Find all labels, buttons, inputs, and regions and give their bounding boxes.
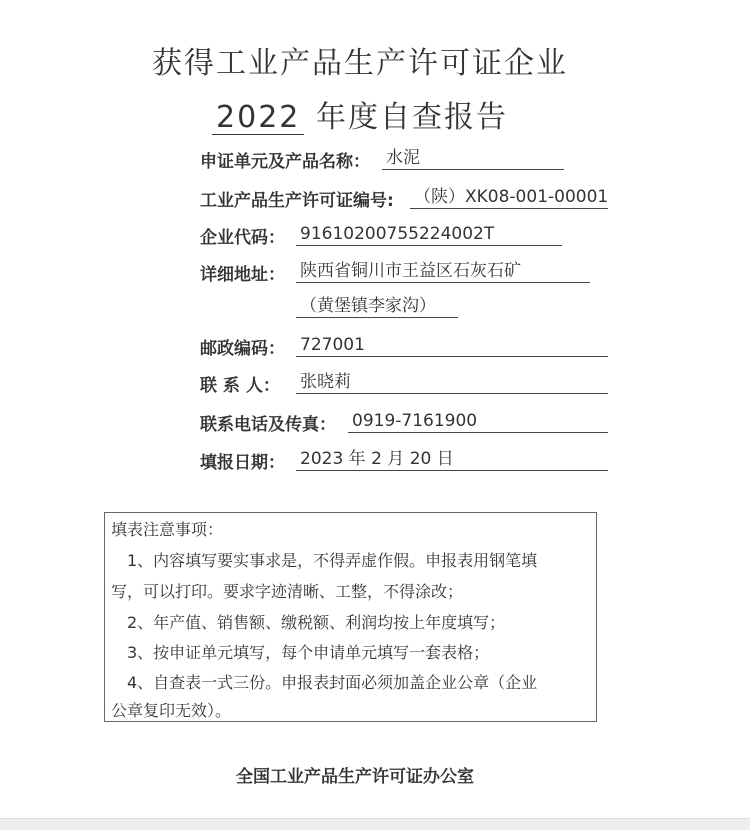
field-value: 2023 年 2 月 20 日 [296, 448, 608, 471]
field-value: 91610200755224002T [296, 223, 562, 246]
field-label: 联 系 人： [200, 376, 280, 396]
document-title: 获得工业产品生产许可证企业 [152, 46, 568, 81]
note-line: 2、年产值、销售额、缴税额、利润均按上年度填写； [127, 613, 506, 632]
field-label: 联系电话及传真： [200, 415, 336, 435]
field-label: 企业代码： [200, 228, 285, 248]
report-year: 2022 [212, 102, 304, 135]
field-report-date [200, 448, 454, 473]
field-label: 工业产品生产许可证编号: [200, 191, 394, 211]
note-line: 公章复印无效）。 [111, 701, 232, 720]
field-postal-code [200, 334, 365, 359]
field-address [200, 260, 521, 316]
field-contact-person [200, 371, 351, 396]
field-product-name [200, 147, 420, 172]
subtitle-text: 年度自查报告 [315, 100, 508, 135]
page-bottom-edge [0, 818, 750, 830]
field-phone-fax [200, 410, 478, 435]
field-value: 0919-7161900 [348, 410, 608, 433]
note-line: 4、自查表一式三份。申报表封面必须加盖企业公章（企业 [127, 673, 538, 692]
notes-heading: 填表注意事项： [111, 520, 224, 539]
field-value-line2: （黄堡镇李家沟） [296, 295, 458, 318]
field-label: 邮政编码： [200, 339, 285, 359]
field-label: 填报日期： [200, 453, 285, 473]
note-line: 写，可以打印。要求字迹清晰、工整，不得涂改； [111, 582, 464, 601]
field-label: 详细地址： [200, 265, 285, 285]
field-value: 陕西省铜川市王益区石灰石矿 [296, 260, 590, 283]
document-subtitle [0, 92, 720, 136]
note-line: 3、按申证单元填写，每个申请单元填写一套表格； [127, 643, 490, 662]
field-license-number [200, 186, 609, 211]
field-value: （陕）XK08-001-00001 [410, 186, 608, 209]
field-value: 水泥 [382, 147, 564, 170]
field-enterprise-code [200, 223, 495, 248]
issuing-office: 全国工业产品生产许可证办公室 [236, 767, 474, 787]
field-value: 张晓莉 [296, 371, 608, 394]
notes-box [104, 512, 597, 722]
field-label: 申证单元及产品名称： [200, 152, 370, 172]
field-value: 727001 [296, 334, 608, 357]
note-line: 1、内容填写要实事求是，不得弄虚作假。申报表用钢笔填 [127, 551, 538, 570]
